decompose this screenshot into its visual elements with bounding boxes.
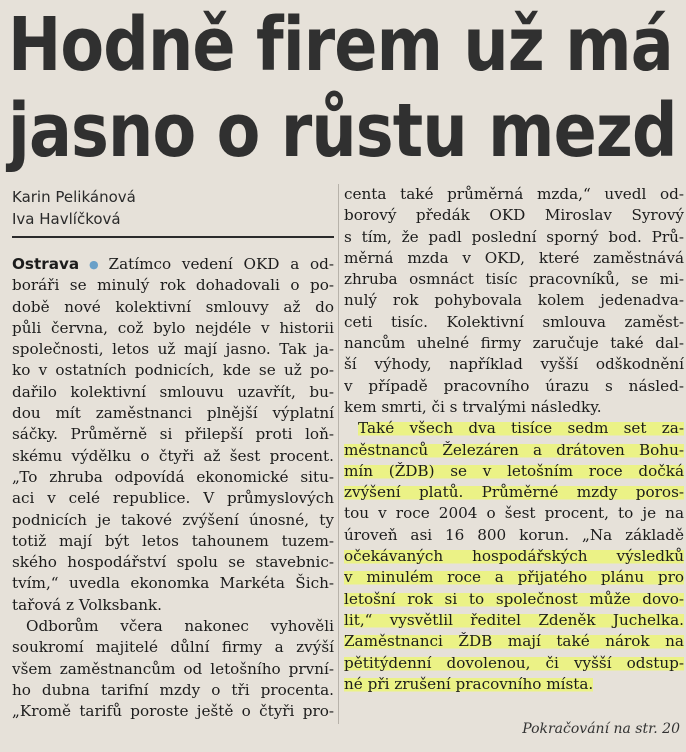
text-line: ho dubna tarifní mzdy o tři procenta.	[12, 680, 334, 699]
text-line: podnicích je takové zvýšení únosné, ty	[12, 510, 334, 529]
author-name: Karin Pelikánová	[12, 188, 136, 206]
text-line: nulý rok pohybovala kolem jedenadva-	[344, 291, 684, 310]
highlighted-text-line: pětitýdenní dovolenou, či vyšší odstup-	[344, 653, 684, 672]
text-line: totiž mají být letos tahounem tuzem-	[12, 531, 334, 550]
highlighted-text-line: v minulém roce a přijatého plánu pro	[344, 568, 684, 587]
text-line: zhruba osmnáct tisíc pracovníků, se mi-	[344, 270, 684, 289]
text-line: dařilo kolektivní smlouvu uzavřít, bu-	[12, 382, 334, 401]
text-line: sáčky. Průměrně si přilepší proti loň-	[12, 425, 334, 444]
highlighted-text-line: očekávaných hospodářských výsledků	[344, 547, 684, 566]
text-line: v případě pracovního úrazu s násled-	[344, 376, 684, 395]
byline	[12, 186, 136, 230]
highlighted-text-line: letošní rok si to společnost může dovo-	[344, 589, 684, 608]
text-line: úroveň asi 16 800 korun. „Na základě	[344, 525, 684, 544]
text-line: tvím,“ uvedla ekonomka Markéta Šich-	[12, 574, 334, 593]
headline-line-2: jasno o růstu mezd	[8, 88, 677, 174]
highlighted-text-line: zvýšení platů. Průměrné mzdy poros-	[344, 483, 684, 502]
text-line: s tím, že padl poslední sporný bod. Prů-	[344, 227, 684, 246]
highlighted-text-line: Také všech dva tisíce sedm set za-	[358, 419, 684, 438]
text-line: ší výhody, například vyšší odškodnění	[344, 355, 684, 374]
highlighted-text-line: mín (ŽDB) se v letošním roce dočká	[344, 461, 684, 480]
text-line: tařová z Volksbank.	[12, 595, 163, 614]
text-line: všem zaměstnancům od letošního první-	[12, 659, 334, 678]
text-line: měrná mzda v OKD, které zaměstnává	[344, 248, 684, 267]
highlighted-text-line: městnanců Železáren a drátoven Bohu-	[344, 440, 684, 459]
text-line: půli června, což bylo nejdéle v historii	[12, 318, 334, 337]
headline	[8, 2, 677, 174]
text-line: Ostrava ● Zatímco vedení OKD a od-	[12, 255, 334, 273]
byline-rule	[12, 236, 334, 238]
text-line: době nové kolektivní smlouvy až do	[12, 297, 334, 316]
bullet-icon: ●	[83, 258, 105, 271]
text-line: centa také průměrná mzda,“ uvedl od-	[344, 185, 684, 203]
text-line: boráři se minulý rok dohadovali o po-	[12, 276, 334, 295]
text-line: soukromí majitelé důlní firmy a zvýší	[12, 638, 334, 657]
headline-line-1: Hodně firem už má	[8, 2, 673, 88]
text-line: Odborům včera nakonec vyhověli	[26, 617, 334, 636]
article-column-right	[344, 184, 684, 695]
article-column-left	[12, 254, 334, 723]
text-line: „Kromě tarifů poroste ještě o čtyři pro-	[12, 702, 334, 721]
text-line: skému výdělku o čtyři až šest procent.	[12, 446, 334, 465]
author-name: Iva Havlíčková	[12, 210, 121, 228]
text-line: dou mít zaměstnanci plnější výplatní	[12, 404, 334, 423]
text-line: tou v roce 2004 o šest procent, to je na	[344, 504, 684, 523]
text-line: ko v ostatních podnicích, kde se už po-	[12, 361, 334, 380]
text-line: aci v celé republice. V průmyslových	[12, 489, 334, 508]
highlighted-text-line: lit,“ vysvětlil ředitel Zdeněk Juchelka.	[344, 610, 684, 629]
text-line: borový předák OKD Miroslav Syrový	[344, 206, 684, 225]
dateline: Ostrava	[12, 255, 80, 273]
column-separator	[338, 184, 339, 724]
text-line: kem smrti, či s trvalými následky.	[344, 397, 602, 416]
continuation-note: Pokračování na str. 20	[522, 721, 680, 737]
text-line: ceti tisíc. Kolektivní smlouva zaměst-	[344, 312, 684, 331]
text-line: ského hospodářství spolu se stavebnic-	[12, 553, 334, 572]
text-line: „To zhruba odpovídá ekonomické situ-	[12, 467, 334, 486]
text-line: nancům uhelné firmy zaručuje také dal-	[344, 334, 684, 353]
highlighted-text-line: né při zrušení pracovního místa.	[344, 674, 594, 693]
highlighted-text-line: Zaměstnanci ŽDB mají také nárok na	[344, 632, 684, 651]
text-line: společnosti, letos už mají jasno. Tak ja-	[12, 340, 334, 359]
